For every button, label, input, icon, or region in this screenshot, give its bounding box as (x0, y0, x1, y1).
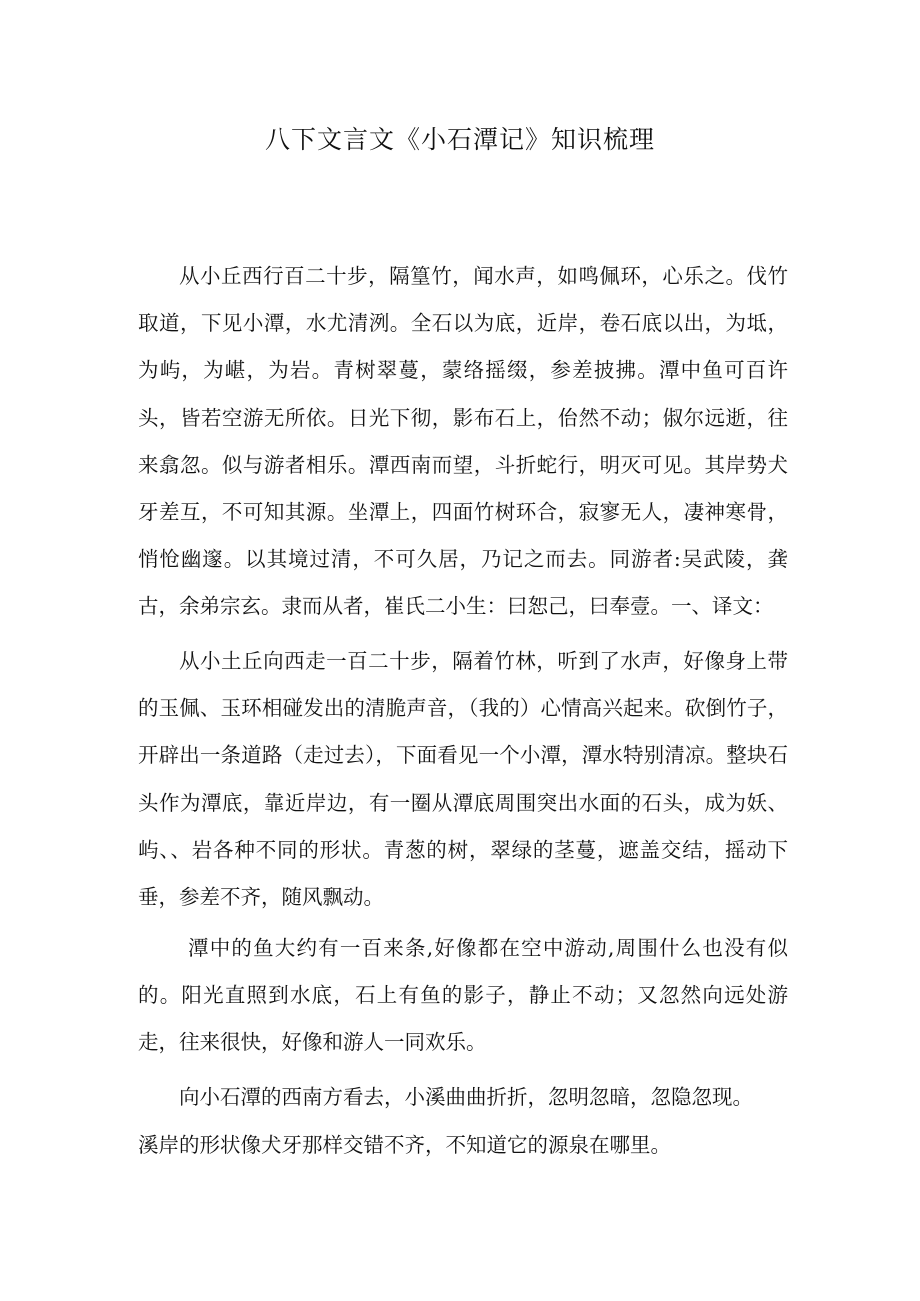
document-title: 八下文言文《小石潭记》知识梳理 (264, 125, 655, 154)
translation-paragraph-3: 向小石潭的西南方看去，小溪曲曲折折，忽明忽暗，忽隐忽现。 (179, 1085, 753, 1109)
original-text-paragraph: 从小丘西行百二十步，隔篁竹，闻水声，如鸣佩环，心乐之。伐竹取道，下见小潭，水尤清洌。全石以为底，近岸，卷石底以出，为坻，为屿，为嵁，为岩。青树翠蔓，蒙络摇缀，参差披拂。潭中鱼可百许头，皆若空游无所依。日光下彻，影布石上，佁然不动；俶尔远逝，往来翕忽。似与游者相乐。潭西南而望，斗折蛇行，明灭可见。其岸势犬牙差互，不可知其源。坐潭上，四面竹树环合，寂寥无人，凄神寒骨，悄怆幽邃。以其境过清，不可久居，乃记之而去。同游者:吴武陵，龚古，余弟宗玄。隶而从者，崔氏二小生：曰恕己，曰奉壹。一、译文： (138, 264, 788, 619)
translation-paragraph-4: 溪岸的形状像犬牙那样交错不齐，不知道它的源泉在哪里。 (138, 1133, 671, 1157)
translation-paragraph-2: 潭中的鱼大约有一百来条,好像都在空中游动,周围什么也没有似的。阳光直照到水底，石上有鱼的影子，静止不动；又忽然向远处游走，往来很快，好像和游人一同欢乐。 (138, 936, 788, 1055)
translation-paragraph-1: 从小土丘向西走一百二十步，隔着竹林，听到了水声，好像身上带的玉佩、玉环相碰发出的清脆声音，（我的）心情高兴起来。砍倒竹子，开辟出一条道路（走过去），下面看见一个小潭，潭水特别清凉。整块石头作为潭底，靠近岸边，有一圈从潭底周围突出水面的石头，成为妖、屿、、岩各种不同的形状。青葱的树，翠绿的茎蔓，遮盖交结，摇动下垂，参差不齐，随风飘动。 (138, 649, 788, 910)
